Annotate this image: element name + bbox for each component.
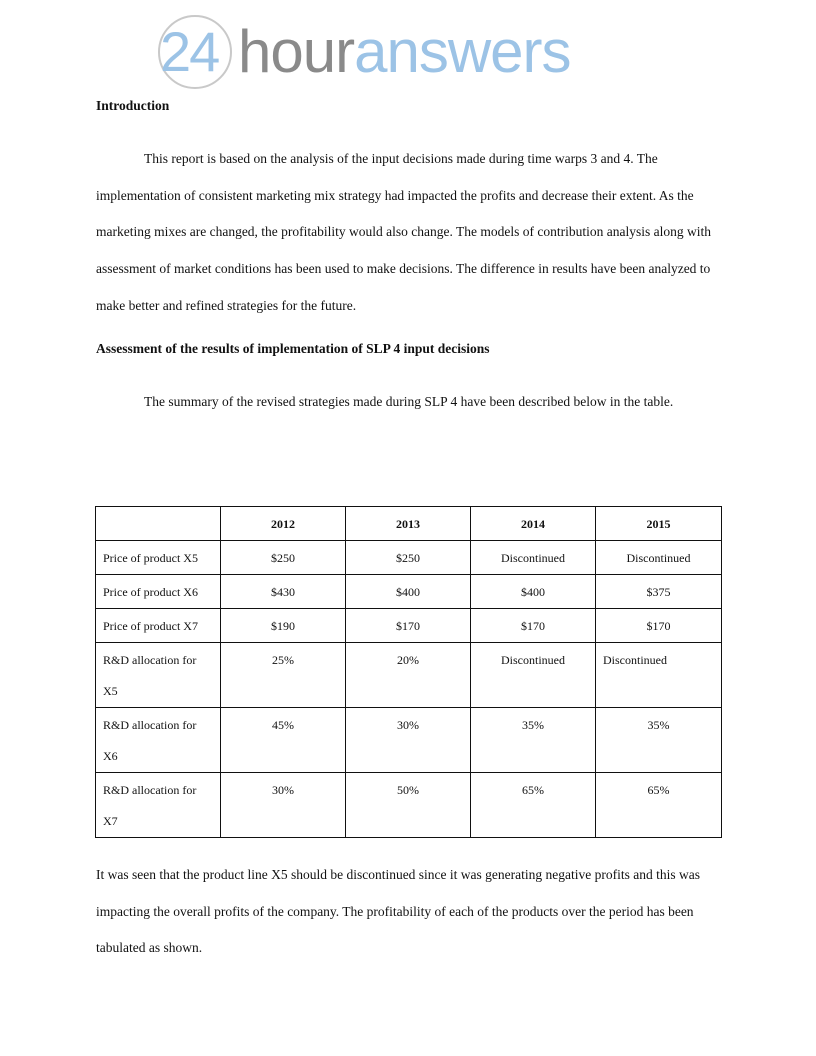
- table-cell: $400: [471, 575, 596, 609]
- table-cell: Discontinued: [471, 541, 596, 575]
- table-row: [96, 609, 722, 643]
- table-cell: Discontinued: [471, 643, 596, 708]
- table-row: [96, 773, 722, 838]
- table-header-row: [96, 507, 722, 541]
- row-label: R&D allocation for X6: [96, 708, 221, 773]
- table-header-cell: 2013: [346, 507, 471, 541]
- assessment-paragraph: The summary of the revised strategies made during SLP 4 have been described below in the table.: [144, 393, 674, 409]
- table-cell: 65%: [471, 773, 596, 838]
- intro-heading: Introduction: [96, 98, 170, 113]
- table-row: [96, 575, 722, 609]
- table-cell: $170: [346, 609, 471, 643]
- table-cell: 20%: [346, 643, 471, 708]
- table-header-cell: [96, 507, 221, 541]
- intro-paragraph: This report is based on the analysis of the input decisions made during time warps 3 and 4. The implementation of consistent marketing mix strategy had impacted the profits and decrease their extent. As the marketing mixes are changed, the profitability would also change. The models of contribution analysis along with assessment of market conditions has been used to make decisions. The difference in results have been analyzed to make better and refined strategies for the future.: [96, 151, 711, 313]
- table-cell: $250: [346, 541, 471, 575]
- row-label: Price of product X6: [96, 575, 221, 609]
- row-label: Price of product X7: [96, 609, 221, 643]
- row-label: R&D allocation for X5: [96, 643, 221, 708]
- table-cell: 30%: [221, 773, 346, 838]
- document-body: [96, 94, 722, 420]
- row-label: R&D allocation for X7: [96, 773, 221, 838]
- table-cell: 65%: [596, 773, 722, 838]
- table-cell: 35%: [596, 708, 722, 773]
- table-cell: 50%: [346, 773, 471, 838]
- table-cell: 25%: [221, 643, 346, 708]
- table-cell: Discontinued: [596, 643, 722, 708]
- assessment-heading: Assessment of the results of implementation of SLP 4 input decisions: [96, 340, 490, 356]
- table-header-cell: 2012: [221, 507, 346, 541]
- table-header-cell: 2014: [471, 507, 596, 541]
- table-row: [96, 541, 722, 575]
- table-cell: $430: [221, 575, 346, 609]
- strategy-table: [95, 506, 722, 838]
- document-body-continued: [96, 857, 722, 967]
- table-cell: $170: [471, 609, 596, 643]
- table-cell: $190: [221, 609, 346, 643]
- table-header-cell: 2015: [596, 507, 722, 541]
- table-cell: 35%: [471, 708, 596, 773]
- table-cell: $250: [221, 541, 346, 575]
- table-cell: $400: [346, 575, 471, 609]
- logo-number: 24: [160, 20, 219, 83]
- table-cell: $375: [596, 575, 722, 609]
- table-cell: 45%: [221, 708, 346, 773]
- table-cell: 30%: [346, 708, 471, 773]
- row-label: Price of product X5: [96, 541, 221, 575]
- brand-logo: [158, 15, 628, 93]
- closing-paragraph: It was seen that the product line X5 should be discontinued since it was generating negative profits and this was impacting the overall profits of the company. The profitability of each of the products over the period has been tabulated as shown.: [96, 867, 700, 956]
- logo-word-answers: answers: [354, 18, 571, 85]
- table-cell: Discontinued: [596, 541, 722, 575]
- table-row: [96, 708, 722, 773]
- table-cell: $170: [596, 609, 722, 643]
- table-row: [96, 643, 722, 708]
- logo-wordmark: [238, 20, 571, 84]
- logo-word-hour: hour: [238, 18, 355, 85]
